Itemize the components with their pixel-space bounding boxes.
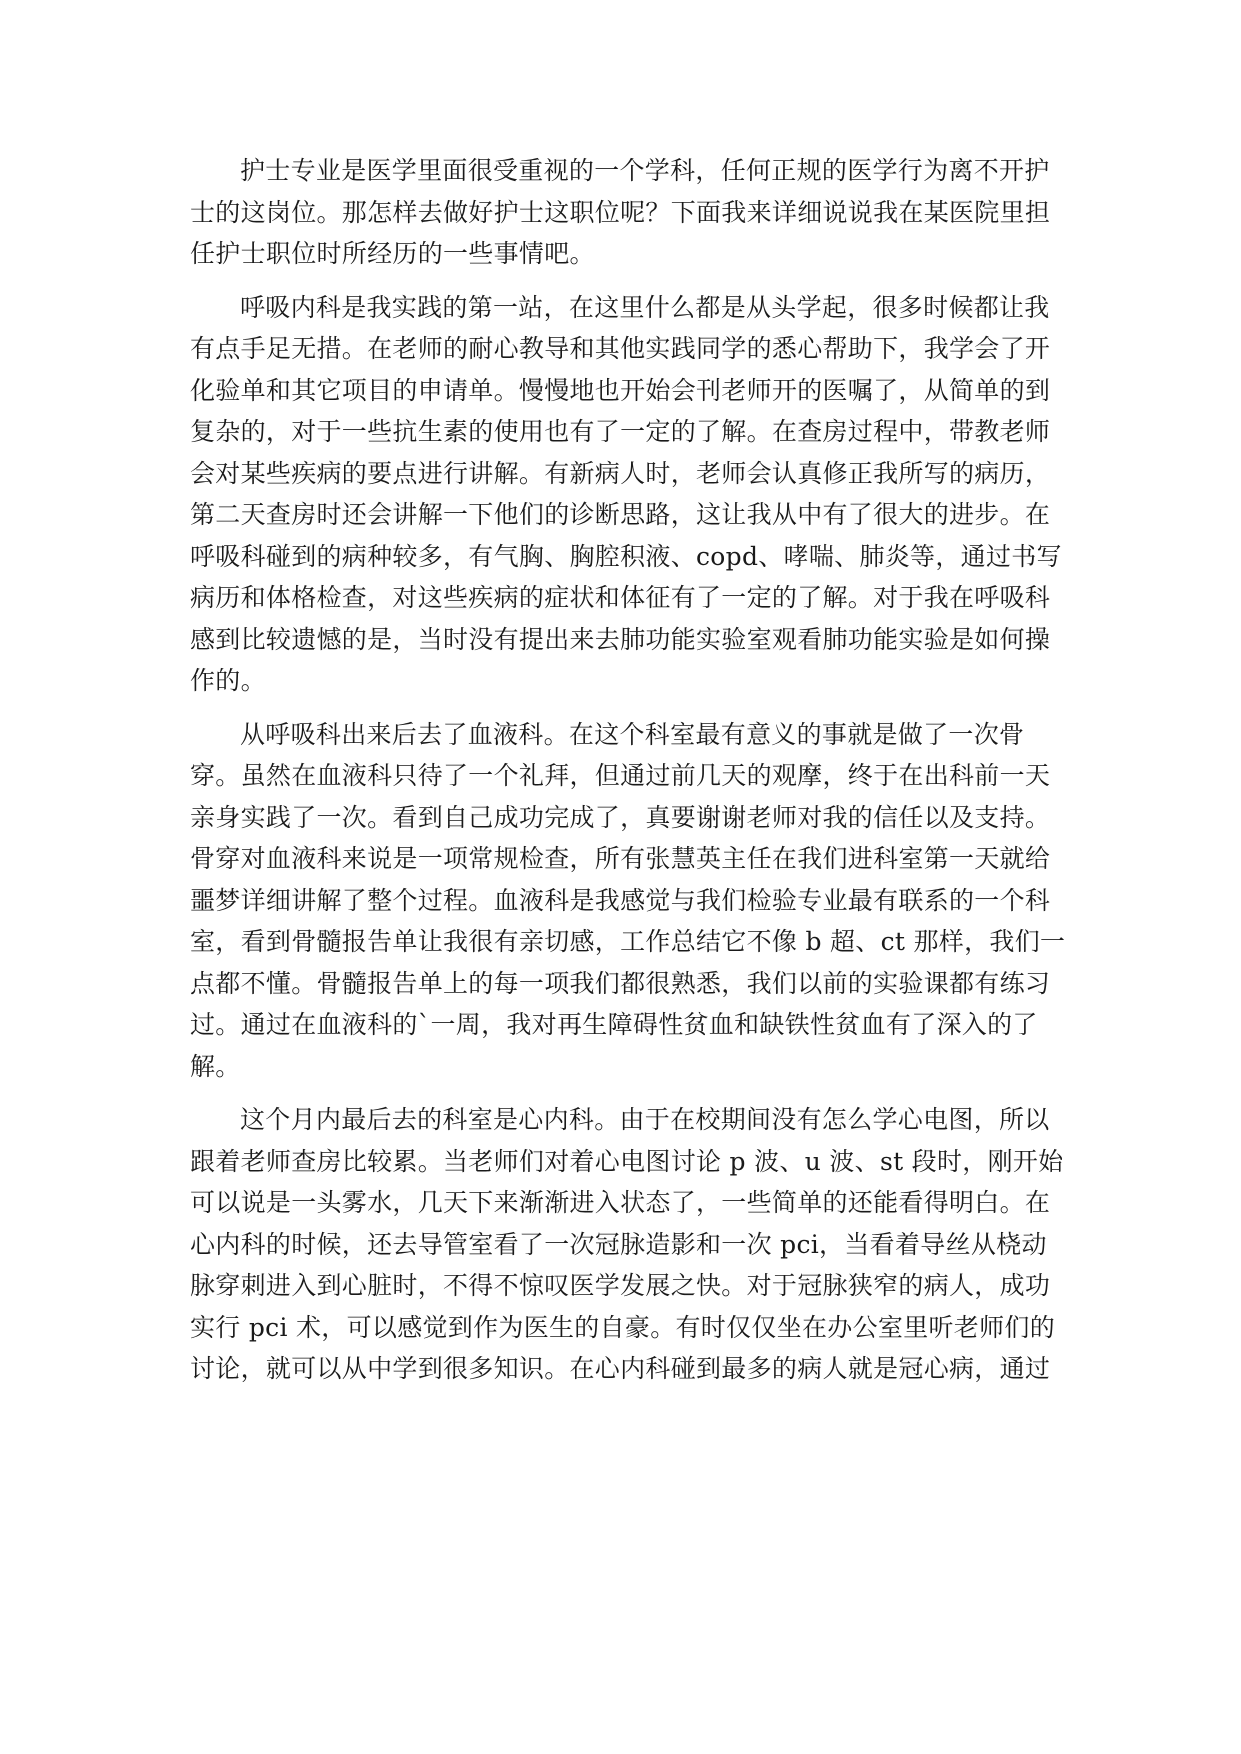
text-line: 会对某些疾病的要点进行讲解。有新病人时，老师会认真修正我所写的病历， — [190, 458, 1051, 488]
text-line: 士的这岗位。那怎样去做好护士这职位呢？下面我来详细说说我在某医院里担 — [190, 197, 1051, 227]
text-line: 讨论，就可以从中学到很多知识。在心内科碰到最多的病人就是冠心病，通过 — [190, 1354, 1051, 1383]
text-line: 跟着老师查房比较累。当老师们对着心电图讨论 p 波、u 波、st 段时，刚开始 — [190, 1146, 1064, 1176]
text-line: 实行 pci 术，可以感觉到作为医生的自豪。有时仅仅坐在办公室里听老师们的 — [190, 1312, 1055, 1342]
text-line: 心内科的时候，还去导管室看了一次冠脉造影和一次 pci，当看着导丝从桡动 — [190, 1229, 1047, 1259]
text-line: 解。 — [190, 1051, 241, 1081]
paragraph-respiratory — [190, 287, 1062, 702]
text-line: 有点手足无措。在老师的耐心教导和其他实践同学的悉心帮助下，我学会了开 — [190, 334, 1051, 363]
text-line: 噩梦详细讲解了整个过程。血液科是我感觉与我们检验专业最有联系的一个科 — [190, 885, 1051, 915]
text-line: 复杂的，对于一些抗生素的使用也有了一定的了解。在查房过程中，带教老师 — [190, 417, 1051, 446]
text-line: 室，看到骨髓报告单让我很有亲切感，工作总结它不像 b 超、ct 那样，我们一 — [190, 927, 1066, 956]
text-line: 脉穿刺进入到心脏时，不得不惊叹医学发展之快。对于冠脉狭窄的病人，成功 — [190, 1271, 1051, 1300]
document-body — [190, 150, 1066, 1402]
text-line: 这个月内最后去的科室是心内科。由于在校期间没有怎么学心电图，所以 — [240, 1105, 1050, 1134]
text-line: 骨穿对血液科来说是一项常规检查，所有张慧英主任在我们进科室第一天就给 — [190, 844, 1051, 873]
text-line: 化验单和其它项目的申请单。慢慢地也开始会刊老师开的医嘱了，从简单的到 — [190, 375, 1051, 405]
text-line: 亲身实践了一次。看到自己成功完成了，真要谢谢老师对我的信任以及支持。 — [190, 802, 1051, 832]
text-line: 穿。虽然在血液科只待了一个礼拜，但通过前几天的观摩，终于在出科前一天 — [190, 761, 1051, 790]
text-line: 病历和体格检查，对这些疾病的症状和体征有了一定的了解。对于我在呼吸科 — [190, 583, 1051, 612]
text-line: 从呼吸科出来后去了血液科。在这个科室最有意义的事就是做了一次骨 — [240, 719, 1025, 749]
paragraph-cardiology — [190, 1099, 1064, 1390]
text-line: 第二天查房时还会讲解一下他们的诊断思路，这让我从中有了很大的进步。在 — [190, 500, 1051, 529]
text-line: 点都不懂。骨髓报告单上的每一项我们都很熟悉，我们以前的实验课都有练习 — [190, 968, 1051, 998]
paragraph-hematology — [190, 714, 1066, 1088]
text-line: 作的。 — [190, 666, 266, 695]
text-line: 过。通过在血液科的`一周，我对再生障碍性贫血和缺铁性贫血有了深入的了 — [190, 1010, 1038, 1039]
text-line: 呼吸内科是我实践的第一站，在这里什么都是从头学起，很多时候都让我 — [240, 292, 1050, 322]
text-line: 呼吸科碰到的病种较多，有气胸、胸腔积液、copd、哮喘、肺炎等，通过书写 — [190, 541, 1062, 571]
paragraph-intro — [190, 150, 1051, 275]
text-line: 任护士职位时所经历的一些事情吧。 — [190, 239, 595, 268]
text-line: 可以说是一头雾水，几天下来渐渐进入状态了，一些简单的还能看得明白。在 — [190, 1188, 1051, 1217]
text-line: 护士专业是医学里面很受重视的一个学科，任何正规的医学行为离不开护 — [240, 156, 1050, 185]
text-line: 感到比较遗憾的是，当时没有提出来去肺功能实验室观看肺功能实验是如何操 — [190, 624, 1051, 654]
